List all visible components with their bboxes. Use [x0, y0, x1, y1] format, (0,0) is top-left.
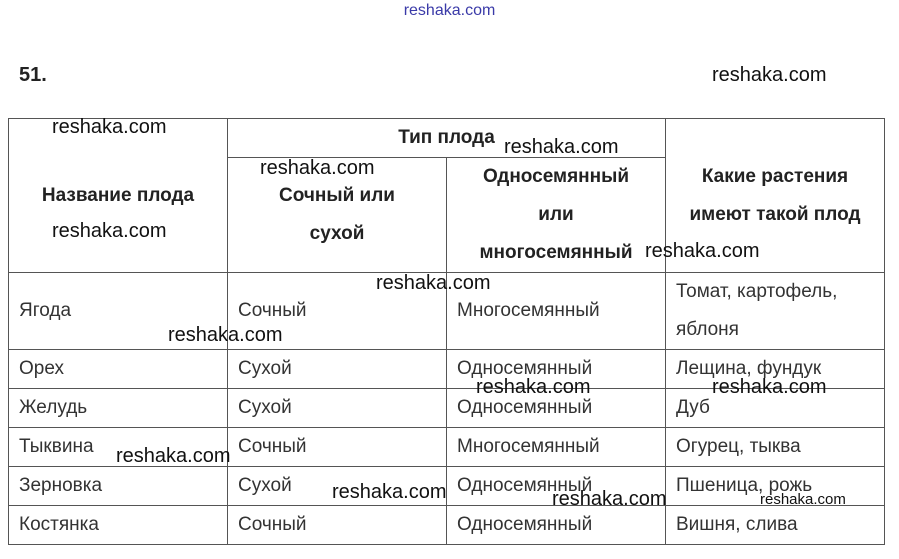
watermark: reshaka.com	[52, 116, 167, 138]
watermark: reshaka.com	[168, 324, 283, 346]
watermark: reshaka.com	[260, 157, 375, 179]
cell-name: Желудь	[9, 389, 228, 428]
cell-plants: Дуб	[666, 389, 885, 428]
watermark: reshaka.com	[52, 220, 167, 242]
cell-name: Орех	[9, 350, 228, 389]
cell-juicy: Сухой	[228, 467, 447, 506]
cell-plants-line2: яблоня	[676, 319, 739, 340]
cell-plants: Огурец, тыква	[666, 428, 885, 467]
header-plants-line2: имеют такой плод	[689, 203, 861, 225]
watermark: reshaka.com	[116, 445, 231, 467]
cell-plants: Вишня, слива	[666, 506, 885, 545]
watermark: reshaka.com	[376, 272, 491, 294]
header-seeds	[447, 158, 666, 273]
cell-juicy: Сочный	[228, 273, 447, 350]
header-fruit-type: Тип плода	[228, 119, 666, 158]
cell-name: Тыквина	[9, 428, 228, 467]
header-juicy-line2: сухой	[309, 223, 365, 244]
table-row	[9, 467, 885, 506]
header-plants-line1: Какие растения	[701, 165, 849, 187]
cell-juicy: Сочный	[228, 428, 447, 467]
cell-plants	[666, 273, 885, 350]
fruit-table	[8, 118, 885, 545]
cell-seeds: Многосемянный	[447, 273, 666, 350]
cell-juicy: Сочный	[228, 506, 447, 545]
watermark: reshaka.com	[760, 491, 846, 508]
cell-seeds: Односемянный	[447, 506, 666, 545]
watermark-top: reshaka.com	[403, 2, 496, 19]
header-fruit-name: Название плода	[9, 119, 228, 273]
header-seeds-line1: Односемянный	[482, 166, 630, 187]
cell-seeds: Многосемянный	[447, 428, 666, 467]
cell-seeds: Односемянный	[447, 389, 666, 428]
cell-plants-line1: Томат, картофель,	[676, 281, 838, 302]
cell-name: Зерновка	[9, 467, 228, 506]
cell-seeds: Односемянный	[447, 350, 666, 389]
watermark: reshaka.com	[552, 488, 667, 510]
cell-seeds: Односемянный	[447, 467, 666, 506]
cell-plants: Пшеница, рожь	[666, 467, 885, 506]
cell-name: Ягода	[9, 273, 228, 350]
cell-plants: Лещина, фундук	[666, 350, 885, 389]
watermark: reshaka.com	[476, 376, 591, 398]
watermark: reshaka.com	[645, 240, 760, 262]
table-row	[9, 506, 885, 545]
cell-juicy: Сухой	[228, 389, 447, 428]
watermark: reshaka.com	[504, 136, 619, 158]
cell-name: Костянка	[9, 506, 228, 545]
header-seeds-line3: многосемянный	[479, 242, 633, 263]
watermark: reshaka.com	[332, 481, 447, 503]
task-number: 51.	[19, 64, 47, 86]
watermark: reshaka.com	[712, 64, 827, 86]
header-juicy-line1: Сочный или	[279, 185, 395, 206]
cell-juicy: Сухой	[228, 350, 447, 389]
watermark: reshaka.com	[712, 376, 827, 398]
header-seeds-line2: или	[538, 204, 574, 225]
